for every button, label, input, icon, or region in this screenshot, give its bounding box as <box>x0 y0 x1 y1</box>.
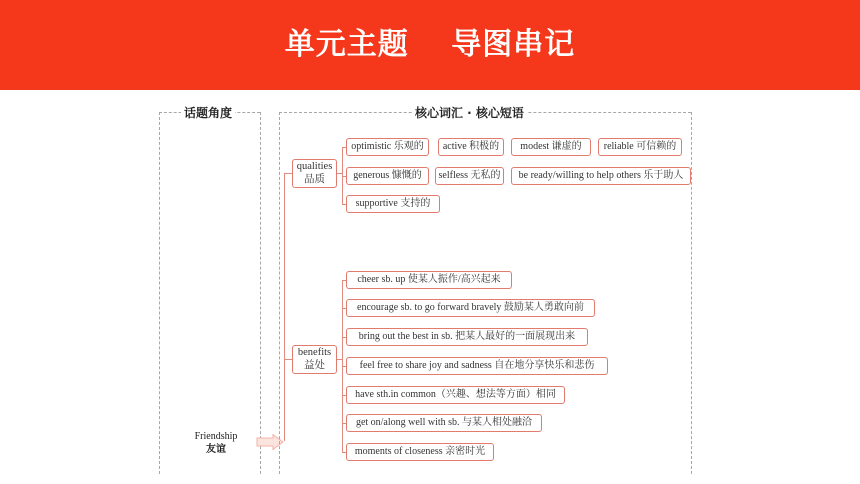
page-title: 单元主题 导图串记 <box>284 27 576 62</box>
category-benefits-cn: 益处 <box>304 359 325 371</box>
phrase-item: feel free to share joy and sadness 自在地分享快乐和悲伤 <box>346 357 608 375</box>
left-panel-right-border <box>260 112 261 474</box>
topic-cn: 友谊 <box>206 444 226 455</box>
category-benefits-en: benefits <box>297 347 332 359</box>
right-panel-left-border <box>279 112 280 474</box>
right-panel-right-border <box>691 112 692 474</box>
topic-en: Friendship <box>194 431 238 442</box>
phrase-item: moments of closeness 亲密时光 <box>346 443 494 461</box>
vocab-item: be ready/willing to help others 乐于助人 <box>511 167 691 185</box>
phrase-item: cheer sb. up 使某人振作/高兴起来 <box>346 271 512 289</box>
category-qualities <box>292 159 337 188</box>
vocab-item: generous 慷慨的 <box>346 167 429 185</box>
phrase-item: encourage sb. to go forward bravely 鼓励某人勇敢向前 <box>346 299 595 317</box>
header-bar <box>0 0 860 90</box>
trunk-to-qualities <box>284 173 292 174</box>
left-panel-left-border <box>159 112 160 474</box>
vocab-item: reliable 可信赖的 <box>598 138 682 156</box>
vocab-item: modest 谦虚的 <box>511 138 591 156</box>
category-benefits <box>292 345 337 374</box>
vocab-item: active 积极的 <box>438 138 504 156</box>
vocab-item: supportive 支持的 <box>346 195 440 213</box>
vocab-item: optimistic 乐观的 <box>346 138 429 156</box>
category-qualities-en: qualities <box>296 161 333 173</box>
phrase-item: bring out the best in sb. 把某人最好的一面展现出来 <box>346 328 588 346</box>
category-qualities-cn: 品质 <box>304 173 325 185</box>
trunk-line <box>284 173 285 441</box>
phrase-item: get on/along well with sb. 与某人相处融洽 <box>346 414 542 432</box>
trunk-to-benefits <box>284 359 292 360</box>
topic-node <box>172 430 260 456</box>
phrase-item: have sth.in common（兴趣、想法等方面）相同 <box>346 386 565 404</box>
left-panel-title: 话题角度 <box>181 104 235 121</box>
vocab-item: selfless 无私的 <box>435 167 504 185</box>
right-panel-title: 核心词汇 · 核心短语 <box>412 104 527 121</box>
